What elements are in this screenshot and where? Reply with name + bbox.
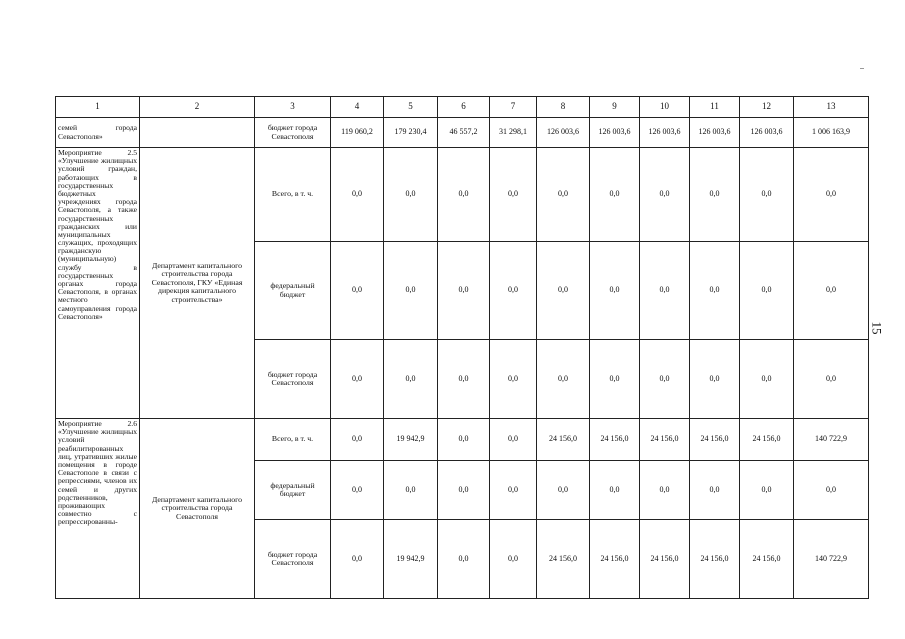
value-cell: 0,0 bbox=[794, 461, 869, 520]
value-cell: 0,0 bbox=[690, 340, 740, 419]
header-cell: 8 bbox=[537, 97, 590, 118]
value-cell: 0,0 bbox=[490, 242, 537, 340]
value-cell: 0,0 bbox=[438, 520, 490, 599]
measure-row bbox=[56, 148, 869, 242]
funding-source: бюджет города Севастополя bbox=[255, 520, 331, 599]
header-cell: 6 bbox=[438, 97, 490, 118]
value-cell: 0,0 bbox=[590, 148, 640, 242]
funding-source: федеральный бюджет bbox=[255, 461, 331, 520]
value-cell: 0,0 bbox=[640, 242, 690, 340]
value-cell: 31 298,1 bbox=[490, 118, 537, 148]
funding-source: бюджет города Севастополя bbox=[255, 118, 331, 148]
header-row bbox=[56, 97, 869, 118]
header-cell: 7 bbox=[490, 97, 537, 118]
value-cell: 24 156,0 bbox=[537, 419, 590, 461]
header-cell: 4 bbox=[331, 97, 384, 118]
value-cell: 0,0 bbox=[690, 148, 740, 242]
value-cell: 0,0 bbox=[490, 461, 537, 520]
value-cell: 19 942,9 bbox=[384, 419, 438, 461]
value-cell: 0,0 bbox=[794, 340, 869, 419]
value-cell: 24 156,0 bbox=[740, 419, 794, 461]
value-cell: 24 156,0 bbox=[590, 419, 640, 461]
value-cell: 0,0 bbox=[490, 340, 537, 419]
value-cell: 0,0 bbox=[590, 461, 640, 520]
value-cell: 0,0 bbox=[438, 242, 490, 340]
value-cell: 140 722,9 bbox=[794, 520, 869, 599]
header-cell: 2 bbox=[140, 97, 255, 118]
value-cell: 24 156,0 bbox=[537, 520, 590, 599]
executor-cell: Департамент капитального строительства города Севастополя, ГКУ «Единая дирекция капитального строительства» bbox=[140, 148, 255, 419]
continuation-row bbox=[56, 118, 869, 148]
value-cell: 0,0 bbox=[590, 340, 640, 419]
measure-description: Мероприятие 2.6 «Улучшение жилищных условий реабилитированных лиц, утративших жилые помещения в городе Севастополе в связи с репрессиями, членов их семей и других родственников, проживающих совместно с репрессированны- bbox=[56, 419, 140, 599]
value-cell: 0,0 bbox=[331, 340, 384, 419]
value-cell: 0,0 bbox=[438, 461, 490, 520]
value-cell: 119 060,2 bbox=[331, 118, 384, 148]
value-cell: 0,0 bbox=[640, 340, 690, 419]
value-cell: 24 156,0 bbox=[590, 520, 640, 599]
executor-cell bbox=[140, 118, 255, 148]
header-cell: 1 bbox=[56, 97, 140, 118]
value-cell: 0,0 bbox=[740, 340, 794, 419]
value-cell: 1 006 163,9 bbox=[794, 118, 869, 148]
value-cell: 0,0 bbox=[537, 461, 590, 520]
header-cell: 10 bbox=[640, 97, 690, 118]
value-cell: 0,0 bbox=[740, 461, 794, 520]
value-cell: 0,0 bbox=[384, 148, 438, 242]
value-cell: 0,0 bbox=[537, 340, 590, 419]
value-cell: 126 003,6 bbox=[740, 118, 794, 148]
value-cell: 126 003,6 bbox=[537, 118, 590, 148]
header-cell: 9 bbox=[590, 97, 640, 118]
value-cell: 0,0 bbox=[590, 242, 640, 340]
measure-description: семей города Севастополя» bbox=[56, 118, 140, 148]
value-cell: 0,0 bbox=[331, 242, 384, 340]
value-cell: 0,0 bbox=[438, 340, 490, 419]
value-cell: 0,0 bbox=[740, 242, 794, 340]
value-cell: 19 942,9 bbox=[384, 520, 438, 599]
value-cell: 179 230,4 bbox=[384, 118, 438, 148]
value-cell: 24 156,0 bbox=[640, 419, 690, 461]
value-cell: 0,0 bbox=[331, 461, 384, 520]
value-cell: 0,0 bbox=[690, 242, 740, 340]
value-cell: 24 156,0 bbox=[690, 419, 740, 461]
funding-source: бюджет города Севастополя bbox=[255, 340, 331, 419]
value-cell: 0,0 bbox=[384, 461, 438, 520]
page-number: 15 bbox=[869, 321, 885, 335]
value-cell: 0,0 bbox=[384, 340, 438, 419]
value-cell: 0,0 bbox=[438, 148, 490, 242]
funding-source: Всего, в т. ч. bbox=[255, 419, 331, 461]
value-cell: 0,0 bbox=[794, 242, 869, 340]
value-cell: 126 003,6 bbox=[690, 118, 740, 148]
value-cell: 126 003,6 bbox=[590, 118, 640, 148]
header-cell: 5 bbox=[384, 97, 438, 118]
value-cell: 0,0 bbox=[794, 148, 869, 242]
header-cell: 13 bbox=[794, 97, 869, 118]
budget-table bbox=[55, 96, 869, 599]
header-cell: 11 bbox=[690, 97, 740, 118]
value-cell: 24 156,0 bbox=[690, 520, 740, 599]
value-cell: 0,0 bbox=[331, 419, 384, 461]
value-cell: 0,0 bbox=[490, 148, 537, 242]
value-cell: 0,0 bbox=[640, 461, 690, 520]
table-body bbox=[56, 97, 869, 599]
value-cell: 0,0 bbox=[740, 148, 794, 242]
funding-source: федеральный бюджет bbox=[255, 242, 331, 340]
value-cell: 126 003,6 bbox=[640, 118, 690, 148]
value-cell: 0,0 bbox=[640, 148, 690, 242]
value-cell: 0,0 bbox=[690, 461, 740, 520]
value-cell: 0,0 bbox=[331, 148, 384, 242]
value-cell: 0,0 bbox=[537, 148, 590, 242]
measure-row bbox=[56, 419, 869, 461]
executor-cell: Департамент капитального строительства города Севастополя bbox=[140, 419, 255, 599]
header-cell: 3 bbox=[255, 97, 331, 118]
value-cell: 24 156,0 bbox=[640, 520, 690, 599]
value-cell: 0,0 bbox=[438, 419, 490, 461]
value-cell: 46 557,2 bbox=[438, 118, 490, 148]
value-cell: 0,0 bbox=[490, 520, 537, 599]
funding-source: Всего, в т. ч. bbox=[255, 148, 331, 242]
value-cell: 0,0 bbox=[384, 242, 438, 340]
value-cell: 24 156,0 bbox=[740, 520, 794, 599]
value-cell: 140 722,9 bbox=[794, 419, 869, 461]
value-cell: 0,0 bbox=[331, 520, 384, 599]
value-cell: 0,0 bbox=[537, 242, 590, 340]
measure-description: Мероприятие 2.5 «Улучшение жилищных условий граждан, работающих в государственных бюджетных учреждениях города Севастополя, а также государственных гражданских или муниципальных служащих, проходящих гражданскую (муниципальную) службу в государственных органах города Севастополя, в органах местного самоуправления города Севастополя» bbox=[56, 148, 140, 419]
value-cell: 0,0 bbox=[490, 419, 537, 461]
scan-speck bbox=[860, 68, 864, 69]
header-cell: 12 bbox=[740, 97, 794, 118]
